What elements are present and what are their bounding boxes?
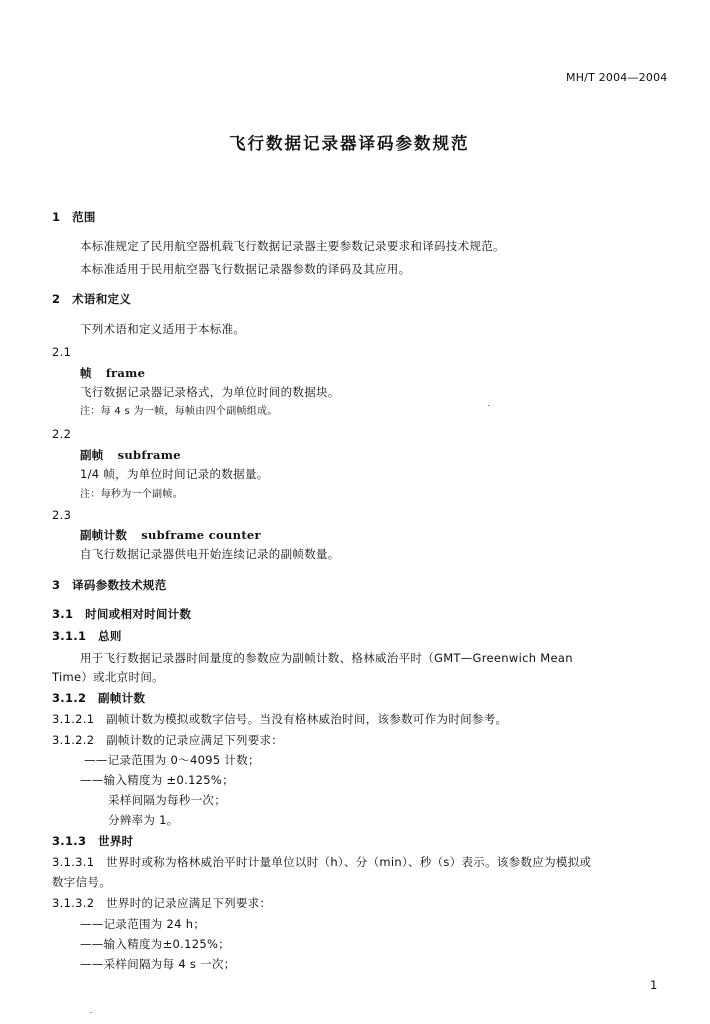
scan-speck <box>90 1012 92 1013</box>
list-item: ——输入精度为 ±0.125%； <box>80 773 234 787</box>
section-3-1-1-text-line-2: Time）或北京时间。 <box>52 670 164 684</box>
section-3-1-2-2: 3.1.2.2 副帧计数的记录应满足下列要求： <box>52 733 284 747</box>
document-title: 飞行数据记录器译码参数规范 <box>229 134 470 153</box>
section-1-paragraph-2: 本标准适用于民用航空器飞行数据记录器参数的译码及其应用。 <box>80 262 411 276</box>
section-3-1-3-heading: 3.1.3 世界时 <box>52 834 134 848</box>
term-2-1-cn: 帧 <box>80 366 92 380</box>
term-2-1-number: 2.1 <box>52 345 72 359</box>
term-2-1-en: frame <box>105 366 146 380</box>
term-2-3-en: subframe counter <box>141 528 261 542</box>
term-2-3-cn: 副帧计数 <box>80 528 128 542</box>
term-2-3-definition: 自飞行数据记录器供电开始连续记录的副帧数量。 <box>80 547 340 561</box>
section-3-1-3-1-line-1: 3.1.3.1 世界时或称为格林威治平时计量单位以时（h）、分（min）、秒（s）表示。该参数应为模拟或 <box>52 855 592 869</box>
term-2-2-title <box>80 448 181 462</box>
list-item: ——输入精度为±0.125%； <box>80 937 230 951</box>
section-3-1-3-1-line-2: 数字信号。 <box>52 875 111 889</box>
section-3-1-1-text-line-1: 用于飞行数据记录器时间量度的参数应为副帧计数、格林威治平时（GMT—Greenwich Mean <box>80 651 573 665</box>
term-2-1-definition: 飞行数据记录器记录格式，为单位时间的数据块。 <box>80 385 340 399</box>
section-2-intro: 下列术语和定义适用于本标准。 <box>80 322 246 336</box>
section-1-heading: 1 范围 <box>52 210 96 224</box>
list-item: 分辨率为 1。 <box>108 813 179 827</box>
section-3-1-1-heading: 3.1.1 总则 <box>52 629 122 643</box>
section-1-paragraph-1: 本标准规定了民用航空器机载飞行数据记录器主要参数记录要求和译码技术规范。 <box>80 239 505 253</box>
scan-speck <box>488 405 490 406</box>
term-2-1-note: 注：每 4 s 为一帧，每帧由四个副帧组成。 <box>80 406 278 417</box>
page-number: 1 <box>650 978 658 992</box>
standard-code: MH/T 2004—2004 <box>566 71 668 84</box>
section-3-1-3-2: 3.1.3.2 世界时的记录应满足下列要求： <box>52 896 272 910</box>
list-item: 采样间隔为每秒一次； <box>108 793 226 807</box>
term-2-2-definition: 1/4 帧，为单位时间记录的数据量。 <box>80 467 269 481</box>
term-2-2-note: 注：每秒为一个副帧。 <box>80 489 183 500</box>
term-2-2-cn: 副帧 <box>80 448 104 462</box>
term-2-2-en: subframe <box>117 448 181 462</box>
term-2-3-title <box>80 528 261 542</box>
term-2-3-number: 2.3 <box>52 508 72 522</box>
section-3-1-2-1: 3.1.2.1 副帧计数为模拟或数字信号。当没有格林威治时间，该参数可作为时间参考。 <box>52 712 508 726</box>
list-item: ——记录范围为 24 h； <box>80 917 206 931</box>
list-item: ——记录范围为 0～4095 计数； <box>84 753 260 767</box>
section-3-1-2-heading: 3.1.2 副帧计数 <box>52 691 146 705</box>
section-3-1-heading: 3.1 时间或相对时间计数 <box>52 607 192 621</box>
term-2-2-number: 2.2 <box>52 427 72 441</box>
section-2-heading: 2 术语和定义 <box>52 292 132 306</box>
section-3-heading: 3 译码参数技术规范 <box>52 578 167 592</box>
list-item: ——采样间隔为每 4 s 一次； <box>80 957 236 971</box>
term-2-1-title <box>80 366 145 380</box>
